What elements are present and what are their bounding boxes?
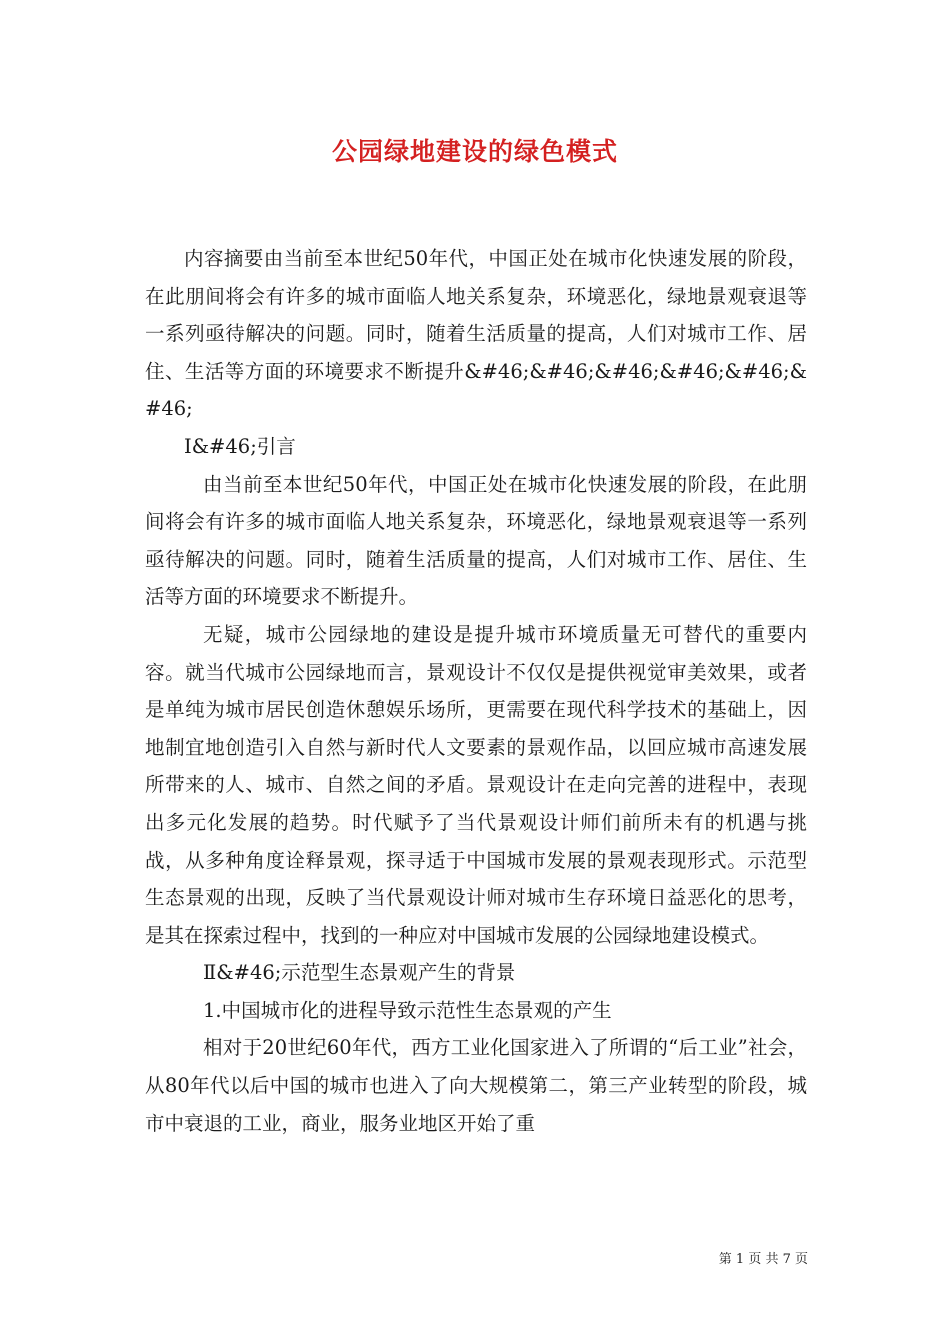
body-paragraph: 由当前至本世纪50年代，中国正处在城市化快速发展的阶段，在此朋间将会有许多的城市面临人地关系复杂，环境恶化，绿地景观衰退等一系列亟待解决的问题。同时，随着生活质量的提高，人们对城市工作、居住、生活等方面的环境要求不断提升。 (145, 472, 807, 609)
subsection-heading: 1.中国城市化的进程导致示范性生态景观的产生 (203, 998, 612, 1022)
section-heading-background: Ⅱ&#46;示范型生态景观产生的背景 (203, 961, 516, 985)
page-number-footer: 第 1 页 共 7 页 (718, 1252, 808, 1267)
body-paragraph: 相对于20世纪60年代，西方工业化国家进入了所谓的“后工业”社会，从80年代以后中国的城市也进入了向大规模第二，第三产业转型的阶段，城市中衰退的工业，商业，服务业地区开始了重 (145, 1036, 807, 1135)
body-paragraph: 无疑，城市公园绿地的建设是提升城市环境质量无可替代的重要内容。就当代城市公园绿地而言，景观设计不仅仅是提供视觉审美效果，或者是单纯为城市居民创造休憩娱乐场所，更需要在现代科学技术的基础上，因地制宜地创造引入自然与新时代人文要素的景观作品，以回应城市高速发展所带来的人、城市、自然之间的矛盾。景观设计在走向完善的进程中，表现出多元化发展的趋势。时代赋予了当代景观设计师们前所未有的机遇与挑战，从多种角度诠释景观，探寻适于中国城市发展的景观表现形式。示范型生态景观的出现，反映了当代景观设计师对城市生存环境日益恶化的思考，是其在探索过程中，找到的一种应对中国城市发展的公园绿地建设模式。 (145, 622, 807, 947)
abstract-paragraph: 内容摘要由当前至本世纪50年代，中国正处在城市化快速发展的阶段，在此朋间将会有许多的城市面临人地关系复杂，环境恶化，绿地景观衰退等一系列亟待解决的问题。同时，随着生活质量的提高，人们对城市工作、居住、生活等方面的环境要求不断提升&#46;&#46;&#46;&#46;&#46;&#46; (145, 247, 807, 421)
document-body (145, 240, 807, 1142)
section-heading-intro: Ⅰ&#46;引言 (184, 434, 296, 458)
document-title: 公园绿地建设的绿色模式 (331, 137, 618, 166)
